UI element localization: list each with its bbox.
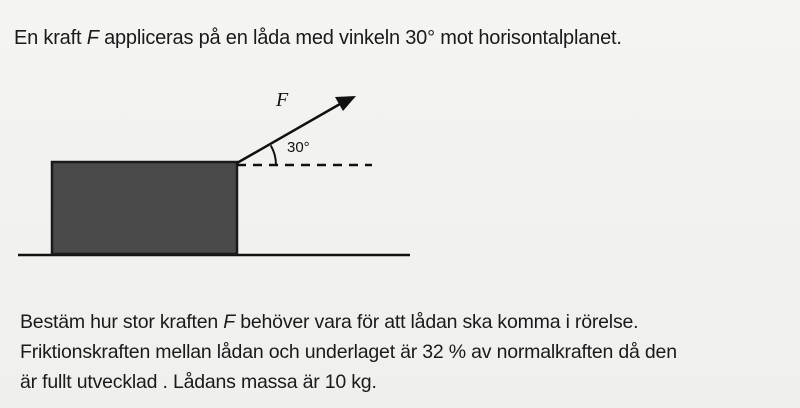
force-arrow-head bbox=[335, 96, 356, 111]
problem-question bbox=[20, 307, 677, 397]
question-line-2: Friktionskraften mellan lådan och underlaget är 32 % av normalkraften då den bbox=[20, 341, 677, 363]
intro-text-after: appliceras på en låda med vinkeln 30° mot horisontalplanet. bbox=[98, 27, 622, 49]
force-diagram bbox=[0, 80, 420, 270]
force-label: F bbox=[276, 89, 289, 111]
intro-text-before: En kraft bbox=[14, 27, 87, 49]
question-force-variable: F bbox=[223, 311, 236, 333]
question-line-1-after: behöver vara för att lådan ska komma i rörelse. bbox=[235, 311, 639, 333]
question-line-1-before: Bestäm hur stor kraften bbox=[20, 311, 224, 333]
question-line-3: är fullt utvecklad . Lådans massa är 10 kg. bbox=[20, 371, 377, 393]
force-variable: F bbox=[86, 27, 99, 49]
problem-intro bbox=[14, 27, 622, 50]
box bbox=[52, 162, 237, 254]
angle-arc bbox=[271, 146, 276, 166]
angle-label: 30° bbox=[287, 139, 310, 156]
question-line-1 bbox=[20, 307, 677, 337]
